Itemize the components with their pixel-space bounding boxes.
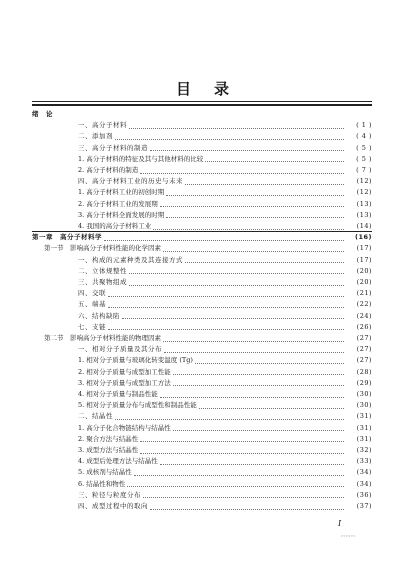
toc-entry-title: 三、粒径与粒度分布 bbox=[78, 490, 141, 499]
toc-entry bbox=[78, 210, 372, 221]
toc-entry bbox=[78, 176, 372, 187]
toc-entry-page: ( 4 ) bbox=[356, 132, 372, 141]
dot-leader bbox=[134, 474, 344, 476]
dot-leader bbox=[164, 351, 344, 353]
toc-entry bbox=[44, 243, 372, 254]
toc-entry bbox=[78, 255, 372, 266]
toc-entry-title: 三、高分子材料的制造 bbox=[78, 143, 148, 152]
dot-leader bbox=[129, 284, 344, 286]
toc-entry-title: 一、高分子材料 bbox=[78, 121, 127, 130]
page-title bbox=[0, 78, 406, 99]
toc-entry-title: 三、共聚物组成 bbox=[78, 278, 127, 286]
toc-entry bbox=[78, 299, 372, 310]
dot-leader bbox=[115, 418, 344, 420]
toc-entry-page: (34) bbox=[356, 468, 372, 477]
toc-entry-page: (12) bbox=[356, 177, 372, 186]
toc-entry bbox=[78, 199, 372, 210]
toc-entry-page: (30) bbox=[356, 390, 372, 398]
dot-leader bbox=[127, 485, 344, 487]
toc-entry-title: 二、添加剂 bbox=[78, 132, 113, 141]
dot-leader bbox=[160, 205, 344, 207]
dot-leader bbox=[122, 317, 344, 319]
toc-entry-title: 1. 高分子化合物链结构与结晶性 bbox=[78, 423, 171, 432]
dot-leader bbox=[173, 373, 344, 375]
toc-entry bbox=[78, 445, 372, 456]
toc-entry bbox=[78, 411, 372, 422]
toc-entry bbox=[78, 389, 372, 400]
dot-leader bbox=[55, 116, 344, 117]
toc-entry-title: 一、构成的元素种类及其连接方式 bbox=[78, 255, 183, 264]
toc-entry-title: 四、高分子材料工业的历史与未来 bbox=[78, 177, 183, 186]
toc-entry-title: 3. 相对分子质量与成型加工方法 bbox=[78, 378, 171, 387]
dot-leader bbox=[160, 463, 344, 465]
toc-entry-title: 2. 高分子材料的制造 bbox=[78, 166, 139, 174]
dot-leader bbox=[173, 384, 344, 386]
title-char-1: 目 bbox=[175, 80, 192, 98]
toc-entry-title: 3. 高分子材料全面发展的时期 bbox=[78, 210, 165, 219]
toc-entry-title: 5. 成核剂与结晶性 bbox=[78, 468, 132, 477]
toc-entry bbox=[32, 232, 372, 243]
toc-entry-page: (34) bbox=[356, 479, 372, 488]
dot-leader bbox=[173, 429, 344, 431]
dot-leader bbox=[140, 172, 344, 174]
toc-entry-page: (17) bbox=[356, 244, 372, 253]
toc-entry-page: (36) bbox=[356, 490, 372, 499]
top-rule-thick bbox=[32, 104, 372, 106]
dot-leader bbox=[129, 272, 344, 274]
toc-entry-page: (13) bbox=[356, 210, 372, 219]
toc-entry bbox=[78, 456, 372, 467]
toc-entry-title: 六、结构缺陷 bbox=[78, 311, 120, 320]
toc-entry-page: (28) bbox=[356, 367, 372, 376]
toc-entry bbox=[78, 288, 372, 299]
toc-entry bbox=[78, 355, 372, 366]
dot-leader bbox=[163, 250, 344, 252]
toc-entry-page: (27) bbox=[356, 334, 372, 342]
edge-mark: 。。。。。。 bbox=[341, 532, 359, 538]
toc-entry-title: 2. 聚合方法与结晶性 bbox=[78, 434, 139, 443]
toc-entry bbox=[78, 434, 372, 445]
toc-entry-page: (31) bbox=[356, 412, 372, 421]
page-number: I bbox=[338, 519, 342, 528]
toc-entry bbox=[78, 467, 372, 478]
toc-entry-title: 1. 相对分子质量与玻璃化转变温度 (Tg) bbox=[78, 356, 193, 365]
toc-entry-title: 4. 我国的高分子材料工业 bbox=[78, 222, 152, 230]
toc-entry-page: (24) bbox=[356, 311, 372, 320]
dot-leader bbox=[140, 440, 344, 442]
toc-entry-title: 绪 论 bbox=[32, 110, 53, 118]
toc-entry-page: (33) bbox=[356, 457, 372, 466]
dot-leader bbox=[150, 508, 344, 510]
toc-entry-title: 4. 相对分子质量与制品性能 bbox=[78, 390, 158, 398]
chapter-rule bbox=[32, 231, 372, 232]
toc-entry bbox=[78, 344, 372, 355]
toc-entry bbox=[78, 311, 372, 322]
toc-entry-page: (31) bbox=[356, 423, 372, 432]
toc-entry-page: (27) bbox=[356, 345, 372, 354]
dot-leader bbox=[143, 496, 344, 498]
toc-entry-title: 1. 高分子材料工业的初创时期 bbox=[78, 188, 165, 197]
toc-entry bbox=[78, 187, 372, 198]
toc-entry-title: 1. 高分子材料的特征及其与其他材料的比较 bbox=[78, 154, 204, 163]
dot-leader bbox=[195, 362, 344, 364]
toc-entry-title: 5. 相对分子质量分布与成型性和制品性能 bbox=[78, 401, 197, 410]
toc-entry-page: (13) bbox=[356, 199, 372, 208]
dot-leader bbox=[160, 396, 344, 398]
toc-entry-page: (21) bbox=[356, 289, 372, 298]
title-char-2: 录 bbox=[214, 80, 231, 98]
toc-entry-title: 五、端基 bbox=[78, 300, 106, 309]
dot-leader bbox=[166, 216, 344, 218]
dot-leader bbox=[140, 452, 344, 454]
toc-entry bbox=[78, 479, 372, 490]
toc-entry bbox=[78, 120, 372, 131]
toc-entry-title: 6. 结晶性和物性 bbox=[78, 479, 126, 488]
dot-leader bbox=[205, 160, 344, 162]
toc-entry-title: 3. 成型方法与结晶性 bbox=[78, 446, 139, 454]
dot-leader bbox=[166, 194, 344, 196]
toc-entry-page: (20) bbox=[356, 266, 372, 275]
toc-entry-page: ( 5 ) bbox=[356, 154, 372, 163]
toc-entry bbox=[78, 154, 372, 165]
dot-leader bbox=[104, 239, 344, 241]
dot-leader bbox=[185, 183, 344, 185]
toc-entry bbox=[78, 378, 372, 389]
toc-entry-title: 4. 成型后处理方法与结晶性 bbox=[78, 457, 158, 466]
dot-leader bbox=[163, 340, 344, 342]
toc-entry bbox=[78, 501, 372, 512]
toc-entry-page: ( 5 ) bbox=[356, 143, 372, 152]
toc-entry bbox=[78, 367, 372, 378]
toc-entry-title: 一、相对分子质量及其分布 bbox=[78, 345, 162, 354]
toc-entry-page: (12) bbox=[356, 188, 372, 197]
toc-entry-title: 第一章 高分子材料学 bbox=[32, 233, 102, 242]
toc-entry-page: (20) bbox=[356, 278, 372, 286]
toc-entry-page: (17) bbox=[356, 255, 372, 264]
toc-entry-page: (30) bbox=[356, 401, 372, 410]
dot-leader bbox=[129, 127, 344, 129]
toc-entry bbox=[78, 322, 372, 333]
dot-leader bbox=[108, 306, 344, 308]
toc-entry bbox=[78, 400, 372, 411]
toc-entry bbox=[78, 277, 372, 288]
toc-entry-page: (26) bbox=[356, 322, 372, 331]
toc-entry-page: (29) bbox=[356, 378, 372, 387]
toc-entry bbox=[78, 490, 372, 501]
toc-entry-title: 2. 高分子材料工业的发展期 bbox=[78, 199, 158, 208]
top-rule-thin bbox=[32, 101, 372, 102]
toc-entry bbox=[78, 423, 372, 434]
dot-leader bbox=[108, 328, 344, 330]
toc-entry-title: 第二节 影响高分子材料性能的物理因素 bbox=[44, 334, 161, 342]
toc-entry bbox=[78, 131, 372, 142]
toc-entry-title: 第一节 影响高分子材料性能的化学因素 bbox=[44, 244, 161, 253]
dot-leader bbox=[199, 407, 344, 409]
toc-entry-page: (27) bbox=[356, 356, 372, 365]
dot-leader bbox=[108, 295, 344, 297]
toc-entry-page: (32) bbox=[356, 446, 372, 454]
toc-entry-page: ( 1 ) bbox=[356, 121, 372, 130]
dot-leader bbox=[115, 138, 344, 140]
toc-entry-title: 二、结晶性 bbox=[78, 412, 113, 421]
toc-entry-page: (22) bbox=[356, 300, 372, 309]
dot-leader bbox=[185, 261, 344, 263]
toc-entry bbox=[78, 143, 372, 154]
toc-entry-page: (16) bbox=[355, 233, 372, 242]
dot-leader bbox=[153, 228, 344, 230]
toc-entry-page: (37) bbox=[356, 502, 372, 510]
toc-entry-page: (31) bbox=[356, 434, 372, 443]
toc-entry bbox=[44, 333, 372, 344]
toc-entry-page: ( 7 ) bbox=[356, 166, 372, 174]
toc-entry-title: 2. 相对分子质量与成型加工性能 bbox=[78, 367, 171, 376]
toc-entry-title: 七、支链 bbox=[78, 322, 106, 331]
toc-entry bbox=[78, 266, 372, 277]
toc-entry-title: 四、成型过程中的取向 bbox=[78, 502, 148, 510]
toc-entry bbox=[78, 165, 372, 176]
toc-entry-title: 四、交联 bbox=[78, 289, 106, 298]
toc-entry-page: (14) bbox=[356, 222, 372, 230]
toc-entry-title: 二、立体规整性 bbox=[78, 266, 127, 275]
toc-entry bbox=[32, 109, 372, 120]
dot-leader bbox=[150, 149, 344, 151]
